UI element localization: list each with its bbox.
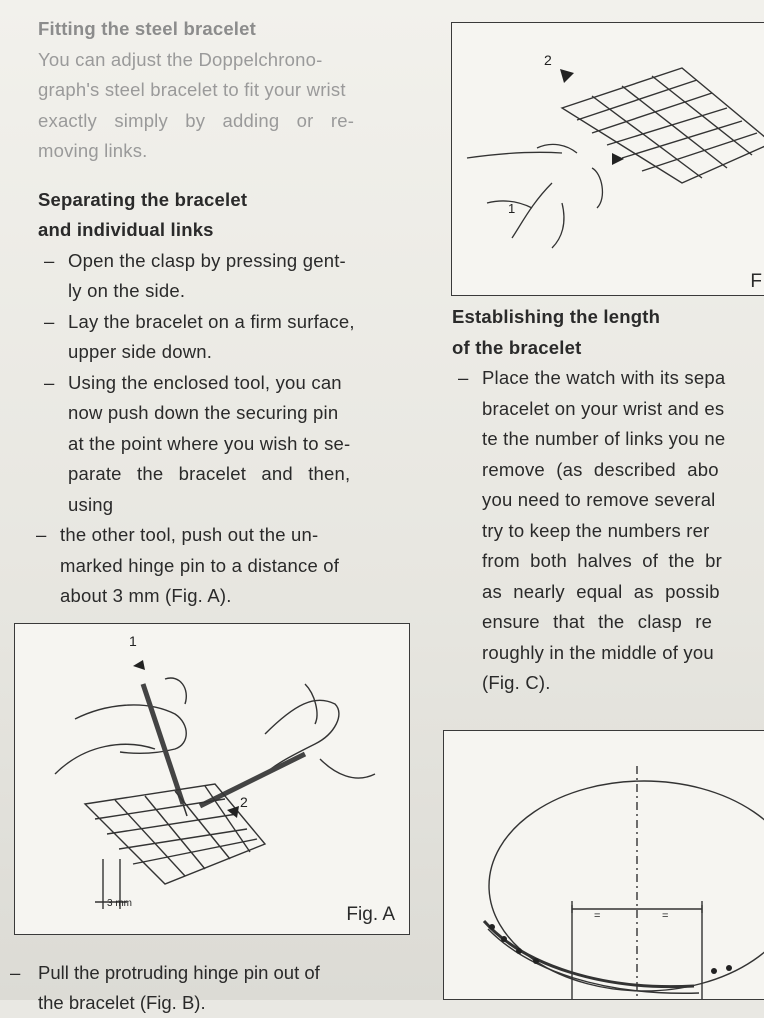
- step-line: Lay the bracelet on a firm surface,: [68, 310, 355, 332]
- step-line: marked hinge pin to a distance of: [60, 554, 340, 576]
- bracelet-arc: [484, 921, 694, 987]
- separating-section-title: [38, 185, 418, 246]
- step-line: parate the bracelet and then,: [68, 463, 351, 484]
- step-line: te the number of links you ne: [482, 428, 726, 449]
- step-line: you need to remove several: [482, 489, 716, 510]
- dash: –: [44, 310, 55, 332]
- equal-mark-left: =: [594, 910, 601, 922]
- length-section-title: [452, 302, 764, 363]
- step-item: [38, 307, 418, 368]
- callout-2: 2: [544, 52, 552, 68]
- step-line: ly on the side.: [68, 280, 186, 301]
- bracelet-links: [85, 784, 265, 884]
- step-line: ensure that the clasp re: [482, 611, 713, 632]
- wrist-measure-illustration: [444, 731, 764, 999]
- bracelet-separating-illustration: [452, 23, 764, 295]
- step-line: now push down the securing pin: [68, 402, 339, 423]
- step-line: Pull the protruding hinge pin out of: [38, 962, 320, 983]
- section-title-line: and individual links: [38, 219, 214, 240]
- section-title-line: Establishing the length: [452, 306, 661, 327]
- step-line: Place the watch with its sepa: [482, 367, 726, 388]
- step-line: about 3 mm (Fig. A).: [60, 585, 232, 606]
- step-item: [452, 363, 764, 699]
- step-line: roughly in the middle of you: [482, 641, 714, 663]
- step-line: using: [68, 493, 114, 515]
- left-column: [38, 14, 418, 612]
- step-line: remove (as described abo: [482, 458, 719, 480]
- bracelet-tool-illustration: [15, 624, 409, 934]
- right-column: [452, 302, 764, 699]
- step-line: Open the clasp by pressing gent-: [68, 249, 346, 271]
- dash: –: [10, 962, 21, 983]
- intro-line: graph's steel bracelet to fit your wrist: [38, 79, 346, 100]
- step-line: Using the enclosed tool, you can: [68, 371, 342, 393]
- step-line: as nearly equal as possib: [482, 580, 720, 602]
- section-title-line: Separating the bracelet: [38, 188, 248, 210]
- step-line: from both halves of the br: [482, 550, 722, 571]
- tool-1: [143, 684, 183, 804]
- step-line: (Fig. C).: [482, 672, 551, 693]
- intro-line: exactly simply by adding or re-: [38, 109, 355, 131]
- step-line-cut: the bracelet (Fig. B).: [38, 992, 206, 1013]
- intro-line: moving links.: [38, 140, 148, 161]
- dash: –: [44, 249, 55, 271]
- intro-line: You can adjust the Doppelchrono-: [38, 48, 323, 70]
- equal-mark-right: =: [662, 910, 669, 922]
- callout-2: 2: [240, 794, 248, 810]
- tool-outline: [467, 152, 562, 158]
- bottom-step-item: [10, 958, 430, 1018]
- fig-b-label: F: [750, 271, 762, 292]
- fitting-heading: Fitting the steel bracelet: [38, 18, 256, 39]
- callout-1: 1: [508, 201, 516, 216]
- step-item: [38, 368, 418, 521]
- section-title-line: of the bracelet: [452, 336, 582, 358]
- dash: –: [36, 524, 47, 545]
- bracelet-links: [562, 68, 764, 183]
- figure-a: [14, 623, 410, 935]
- intro-paragraph: [38, 14, 418, 167]
- figure-c: [443, 730, 764, 1000]
- step-item: [30, 520, 418, 612]
- figure-b: [451, 22, 764, 296]
- tool-2: [200, 754, 305, 806]
- hand-left-outline: [75, 705, 186, 753]
- dash: –: [44, 371, 55, 393]
- step-line: upper side down.: [68, 341, 213, 362]
- step-line: the other tool, push out the un-: [60, 524, 319, 545]
- step-item: [38, 246, 418, 307]
- fig-a-label: Fig. A: [346, 904, 395, 925]
- hand-right-outline: [265, 700, 339, 774]
- step-line: try to keep the numbers rer: [482, 519, 710, 541]
- step-line: bracelet on your wrist and es: [482, 397, 725, 419]
- measure-label: 3 mm: [107, 898, 132, 909]
- callout-1: 1: [129, 633, 137, 649]
- step-line: at the point where you wish to se-: [68, 432, 351, 454]
- dash: –: [458, 367, 469, 388]
